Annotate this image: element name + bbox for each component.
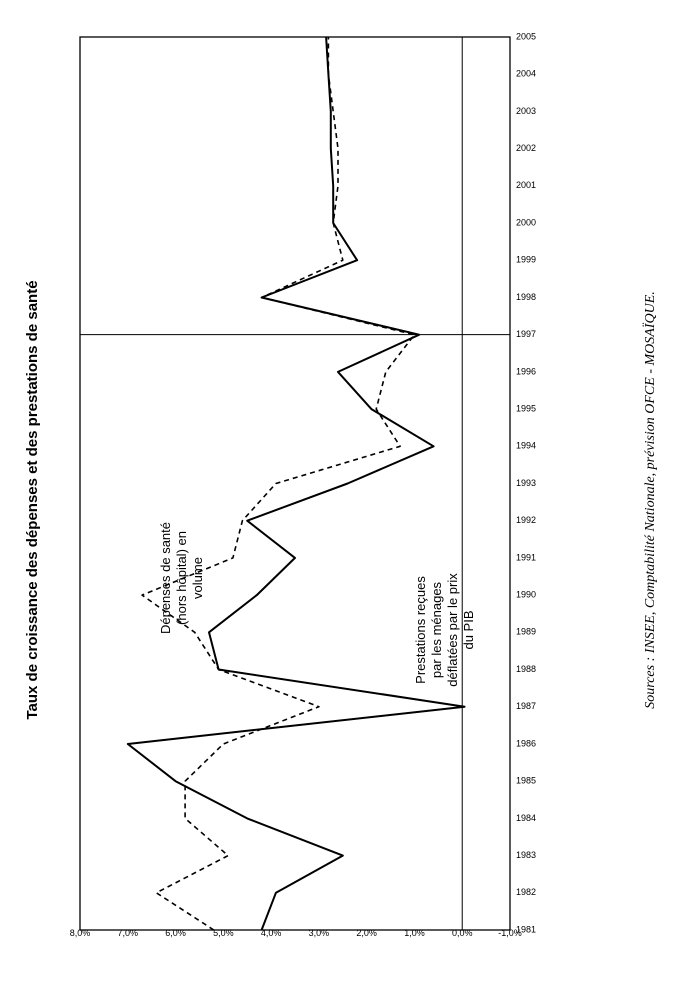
x-tick-label: 1987 xyxy=(516,701,537,712)
x-tick-label: 2000 xyxy=(516,217,537,228)
annotation-prestations-line-3: déflatées par le prix xyxy=(445,573,460,687)
x-tick-label: 1996 xyxy=(516,366,537,377)
annotation-depenses-line-1: Dépenses de santé xyxy=(158,521,173,635)
annotation-prestations-line-4: du PIB xyxy=(461,610,476,650)
x-tick-label: 1993 xyxy=(516,477,537,488)
x-tick-label: 2001 xyxy=(516,180,537,191)
x-tick-label: 1985 xyxy=(516,775,537,786)
x-tick-label: 2005 xyxy=(516,31,537,42)
y-tick-label: 7,0% xyxy=(117,928,139,938)
x-tick-label: 1989 xyxy=(516,626,537,637)
x-tick-label: 1983 xyxy=(516,849,537,860)
x-tick-label: 1997 xyxy=(516,329,537,340)
y-tick-label: 0,0% xyxy=(451,928,473,938)
y-tick-label: 1,0% xyxy=(404,928,425,938)
x-tick-label: 1982 xyxy=(516,887,537,898)
series-group xyxy=(128,37,465,930)
chart-rotated-group xyxy=(70,31,536,938)
y-tick-label: 5,0% xyxy=(213,928,234,938)
chart-title: Taux de croissance des dépenses et des prestations de santé xyxy=(24,280,41,720)
x-tick-label: 1992 xyxy=(516,515,537,526)
plot-frame xyxy=(80,37,510,930)
annotation-prestations-line-1: Prestations reçues xyxy=(413,576,428,684)
series-line-dashed xyxy=(142,37,414,930)
y-tick-label: 4,0% xyxy=(260,928,282,938)
series-line-solid xyxy=(128,37,465,930)
annotation-depenses-line-3: volume xyxy=(190,557,205,599)
annotation-prestations xyxy=(413,573,476,687)
x-tick-labels xyxy=(516,31,536,934)
x-tick-label: 1999 xyxy=(516,254,537,265)
x-tick-label: 1995 xyxy=(516,403,537,414)
y-tick-label: 8,0% xyxy=(69,928,91,938)
source-note: Sources : INSEE, Comptabilité Nationale, prévision OFCE - MOSAÏQUE. xyxy=(643,291,658,709)
x-tick-label: 1984 xyxy=(516,812,537,823)
x-tick-label: 2002 xyxy=(516,143,537,153)
annotation-depenses xyxy=(158,522,205,634)
annotation-depenses-line-2: (hors hôpital) en xyxy=(174,531,189,625)
x-tick-label: 1991 xyxy=(516,552,537,563)
x-tick-label: 2004 xyxy=(516,68,537,79)
y-tick-label: 3,0% xyxy=(308,928,330,938)
y-tick-label: 2,0% xyxy=(356,928,377,938)
annotation-prestations-line-2: par les ménages xyxy=(429,581,444,679)
y-tick-label: -1,0% xyxy=(498,928,522,938)
x-tick-label: 1998 xyxy=(516,291,537,302)
x-tick-label: 1981 xyxy=(516,924,537,935)
y-tick-label: 6,0% xyxy=(165,928,186,938)
x-tick-label: 1990 xyxy=(516,589,537,600)
x-tick-label: 1988 xyxy=(516,663,537,674)
x-tick-label: 1986 xyxy=(516,738,537,749)
x-tick-label: 2003 xyxy=(516,105,537,116)
x-tick-label: 1994 xyxy=(516,440,537,451)
